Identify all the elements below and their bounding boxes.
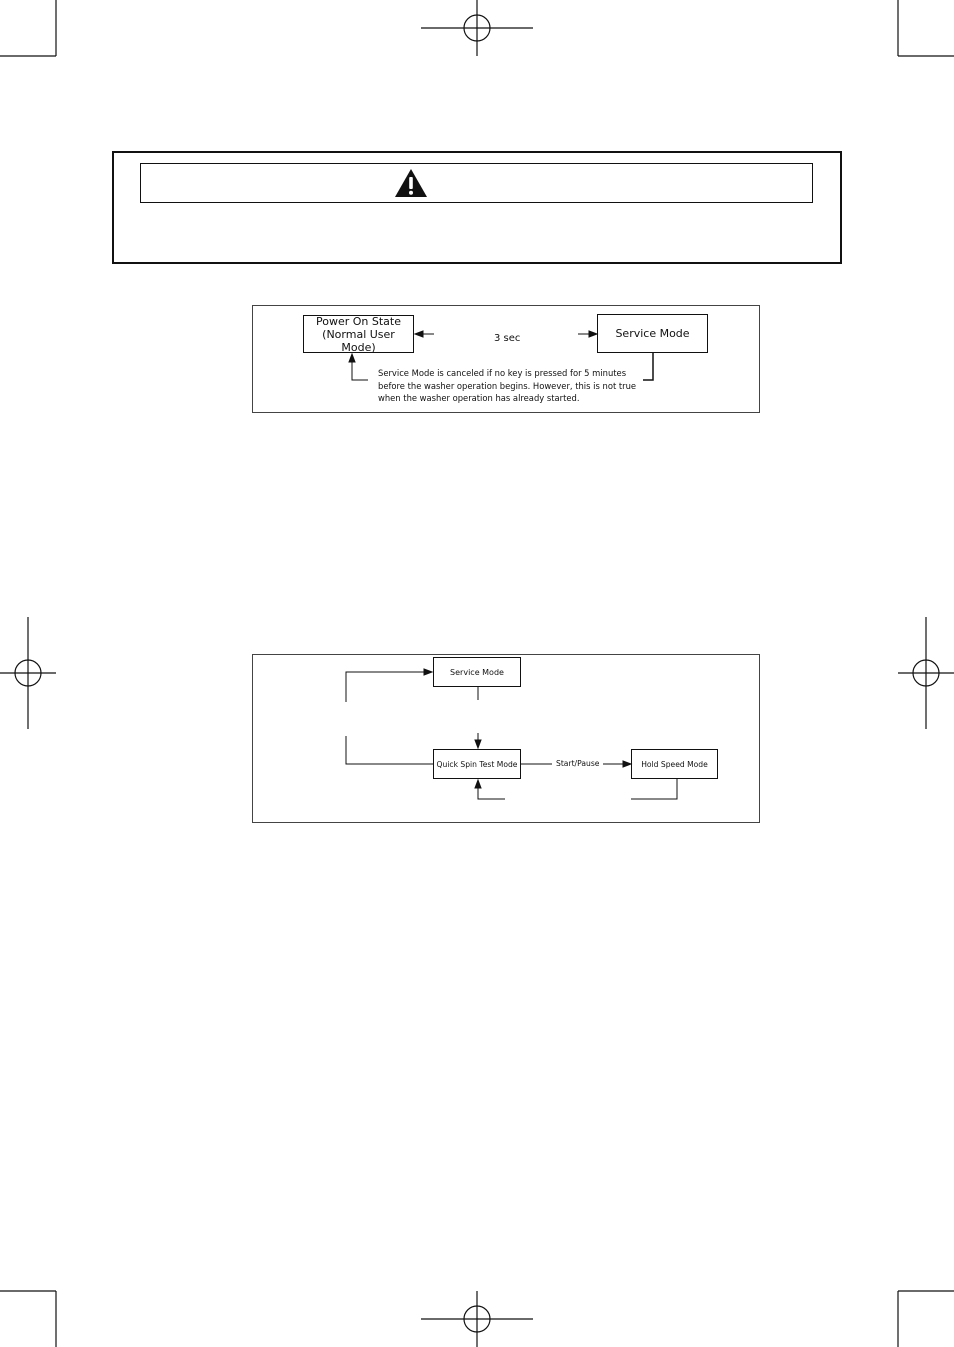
service-mode-box-2: Service Mode: [433, 657, 521, 687]
note-line1: Service Mode is canceled if no key is pressed for 5 minutes: [378, 368, 627, 378]
service-mode-box-1: Service Mode: [597, 314, 708, 353]
hold-speed-box: Hold Speed Mode: [631, 749, 718, 779]
loop-from-quick-spin: [346, 736, 433, 764]
timer-label: 3 sec: [494, 333, 521, 344]
start-pause-label: Start/Pause: [556, 759, 600, 768]
note-line2: before the washer operation begins. However, this is not true: [378, 380, 637, 391]
loop-to-service-mode: [346, 672, 426, 702]
power-on-line1: Power On State: [316, 314, 401, 328]
hold-speed-return-line: [631, 779, 677, 799]
power-on-line2: (Normal User Mode): [322, 327, 395, 354]
note-line3: when the washer operation has already started.: [378, 393, 580, 403]
return-into-quick-spin: [478, 786, 505, 799]
quick-spin-test-box: Quick Spin Test Mode: [433, 749, 521, 779]
